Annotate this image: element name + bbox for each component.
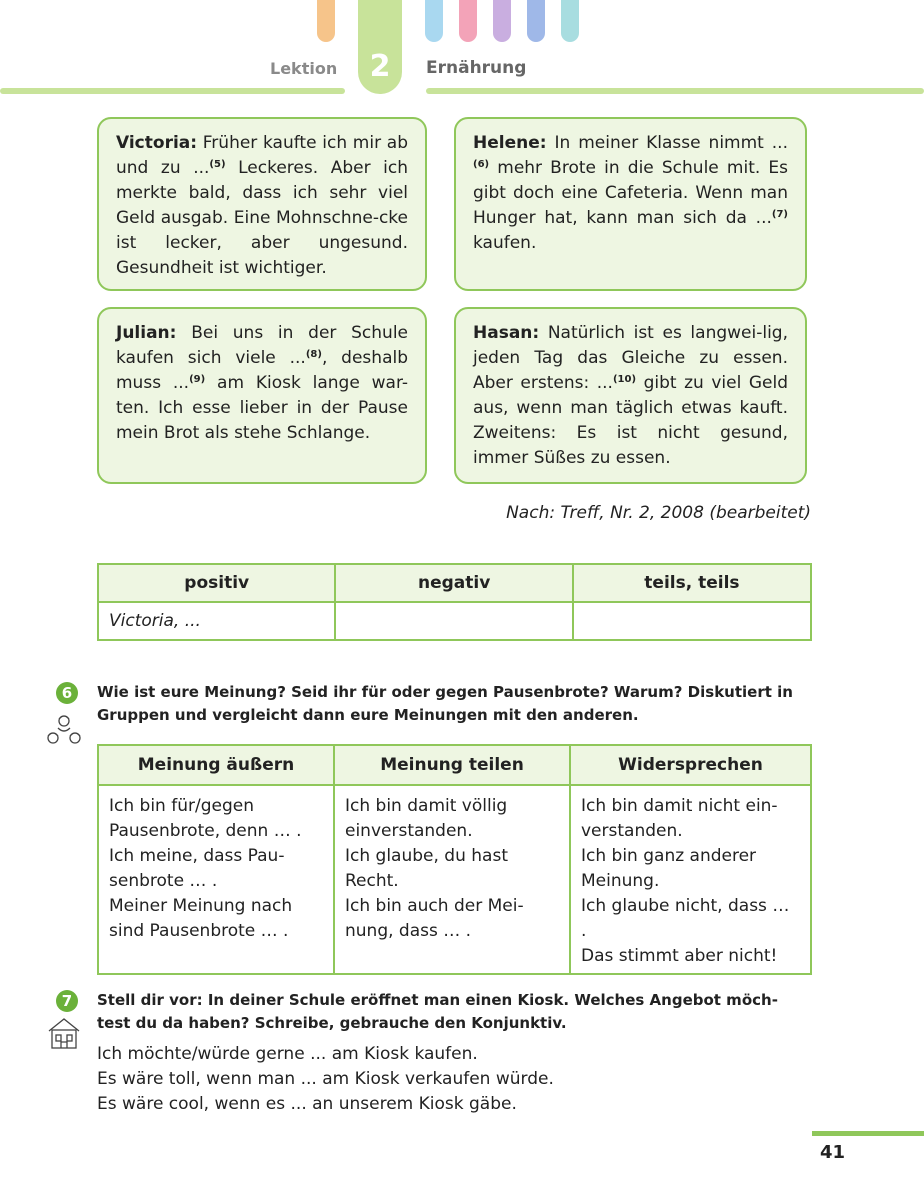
header-tab: [561, 0, 579, 42]
classification-table: [97, 563, 812, 641]
table-header: Meinung äußern: [98, 745, 334, 785]
example-line: Es wäre cool, wenn es ... an unserem Kiosk gäbe.: [97, 1094, 517, 1114]
house-write-icon: [46, 1016, 82, 1050]
task-number-6: 6: [56, 682, 78, 704]
task-6-instruction: Wie ist eure Meinung? Seid ihr für oder gegen Pausenbrote? Warum? Diskutiert in Gruppen und vergleicht dann eure Meinungen mit den anderen.: [97, 683, 793, 724]
table-header: positiv: [98, 564, 335, 602]
lektion-label: Lektion: [270, 59, 338, 78]
table-header: teils, teils: [573, 564, 811, 602]
table-cell[interactable]: [335, 602, 572, 640]
table-header: Widersprechen: [570, 745, 811, 785]
header-line-left: [0, 88, 345, 94]
source-citation: Nach: Treff, Nr. 2, 2008 (bearbeitet): [506, 503, 811, 523]
page-number: 41: [820, 1142, 846, 1163]
task-number-7: 7: [56, 990, 78, 1012]
statement-helene: Helene: In meiner Klasse nimmt ...$^{(6)}$ mehr Brote in die Schule mit. Es gibt doch eine Cafeteria. Wenn man Hunger hat, kann man sich da ...$^{(7)}$ kaufen.: [454, 117, 807, 291]
group-people-icon: [44, 712, 84, 750]
statement-hasan: Hasan: Natürlich ist es langwei-lig, jeden Tag das Gleiche zu essen. Aber erstens: ...$^{(10)}$ gibt zu viel Geld aus, wenn man täglich etwas kauft. Zweitens: Es ist nicht gesund, immer Süßes zu essen.: [454, 307, 807, 484]
phrases-table: [97, 744, 812, 975]
statement-victoria: Victoria: Früher kaufte ich mir ab und zu ...$^{(5)}$ Leckeres. Aber ich merkte bald, dass ich sehr viel Geld ausgab. Eine Mohnschne-cke ist lecker, aber ungesund. Gesundheit ist wichtiger.: [97, 117, 427, 291]
header-tab: [527, 0, 545, 42]
statement-julian: Julian: Bei uns in der Schule kaufen sich viele ...$^{(8)}$, deshalb muss ...$^{(9)}$ am Kiosk lange war-ten. Ich esse lieber in der Pause mein Brot als stehe Schlange.: [97, 307, 427, 484]
phrases-col-express: Ich bin für/gegen Pausenbrote, denn … . Ich meine, dass Pau- senbrote … . Meiner Meinung nach sind Pausenbrote … .: [98, 785, 334, 974]
example-line: Ich möchte/würde gerne ... am Kiosk kaufen.: [97, 1044, 478, 1064]
table-cell[interactable]: [573, 602, 811, 640]
table-header: negativ: [335, 564, 572, 602]
task-7-instruction: Stell dir vor: In deiner Schule eröffnet man einen Kiosk. Welches Angebot möch-test du da haben? Schreibe, gebrauche den Konjunktiv.: [97, 991, 778, 1032]
table-header: Meinung teilen: [334, 745, 570, 785]
chapter-title: Ernährung: [426, 58, 527, 78]
header-tab: [459, 0, 477, 42]
example-line: Es wäre toll, wenn man ... am Kiosk verkaufen würde.: [97, 1069, 554, 1089]
phrases-col-agree: Ich bin damit völlig einverstanden. Ich glaube, du hast Recht. Ich bin auch der Mei- nung, dass … .: [334, 785, 570, 974]
lesson-number: 2: [369, 49, 391, 84]
header-tab: [493, 0, 511, 42]
header-tab: [425, 0, 443, 42]
phrases-col-disagree: Ich bin damit nicht ein- verstanden. Ich bin ganz anderer Meinung. Ich glaube nicht, dass … . Das stimmt aber nicht!: [570, 785, 811, 974]
footer-line: [812, 1131, 924, 1136]
table-cell[interactable]: Victoria, ...: [98, 602, 335, 640]
lesson-number-tab: [358, 0, 402, 94]
header-line-right: [426, 88, 924, 94]
header-tab: [317, 0, 335, 42]
